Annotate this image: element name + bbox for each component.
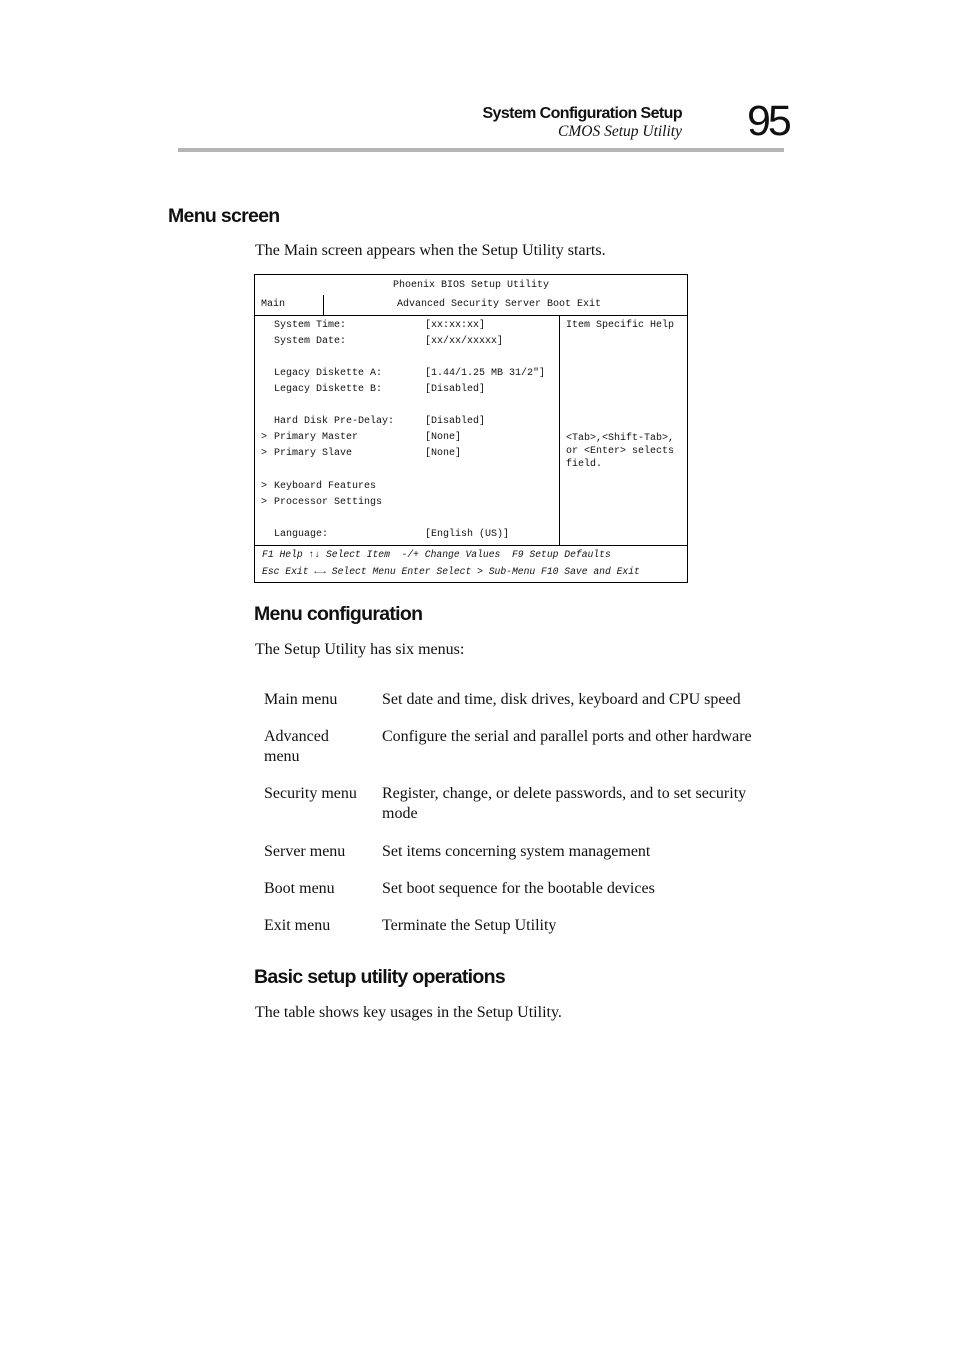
bios-row-label: Hard Disk Pre-Delay: (274, 416, 395, 427)
menu-item-description: Register, change, or delete passwords, and to set security mode (382, 785, 747, 822)
bios-row-marker: > (261, 497, 268, 508)
menu-screen-intro: The Main screen appears when the Setup Utility starts. (255, 242, 606, 259)
menu-screen-heading: Menu screen (168, 205, 280, 227)
menu-item-description: Terminate the Setup Utility (382, 917, 557, 934)
menu-item-description: Set boot sequence for the bootable devices (382, 880, 655, 897)
bios-row-value: [xx/xx/xxxxx] (425, 336, 504, 347)
bios-row-value: [English (US)] (425, 529, 510, 540)
bios-row-value: [1.44/1.25 MB 31/2"] (425, 368, 546, 379)
bios-row-marker: > (261, 448, 268, 459)
bios-row-label: Keyboard Features (274, 481, 377, 492)
bios-row-value: [Disabled] (425, 384, 486, 395)
bios-screen (254, 274, 688, 583)
bios-row-value: [None] (425, 432, 462, 443)
bios-help-line: <Tab>,<Shift-Tab>, (566, 433, 675, 444)
bios-title: Phoenix BIOS Setup Utility (392, 280, 550, 291)
running-header-subtitle: CMOS Setup Utility (558, 123, 682, 140)
menu-item-description: Set date and time, disk drives, keyboard and CPU speed (382, 691, 741, 708)
menu-configuration-intro: The Setup Utility has six menus: (255, 641, 465, 658)
bios-row-value: [Disabled] (425, 416, 486, 427)
bios-row-label: System Date: (274, 336, 347, 347)
bios-tab-main: Main (261, 299, 286, 310)
bios-tab-separator (323, 295, 324, 315)
menu-item-label: Boot menu (264, 880, 335, 897)
bios-help-line: or <Enter> selects (566, 446, 675, 457)
menu-item-label: Server menu (264, 843, 346, 860)
bios-row-label: Legacy Diskette B: (274, 384, 383, 395)
bios-footer-line1: F1 Help ↑↓ Select Item -/+ Change Values F9 Setup Defaults (262, 549, 611, 560)
bios-divider-top (255, 315, 687, 316)
bios-help-line: field. (566, 459, 603, 470)
menu-item-label: Security menu (264, 785, 357, 802)
bios-row-marker: > (261, 432, 268, 443)
bios-row-label: System Time: (274, 320, 347, 331)
running-header-title: System Configuration Setup (482, 105, 682, 122)
bios-row-value: [xx:xx:xx] (425, 320, 486, 331)
bios-divider-bottom (255, 545, 687, 546)
basic-operations-heading: Basic setup utility operations (254, 966, 505, 988)
page-number: 95 (747, 97, 789, 145)
bios-footer-line2: Esc Exit ←→ Select Menu Enter Select > Sub-Menu F10 Save and Exit (262, 566, 640, 577)
basic-operations-intro: The table shows key usages in the Setup Utility. (255, 1004, 562, 1021)
bios-tabs-other: Advanced Security Server Boot Exit (397, 299, 602, 310)
bios-help-separator (559, 316, 560, 545)
bios-row-label: Processor Settings (274, 497, 383, 508)
menu-item-description: Configure the serial and parallel ports and other hardware (382, 728, 752, 745)
bios-help-title: Item Specific Help (566, 320, 675, 331)
bios-row-label: Primary Master (274, 432, 359, 443)
bios-row-marker: > (261, 481, 268, 492)
bios-row-label: Primary Slave (274, 448, 353, 459)
menu-item-label: Exit menu (264, 917, 331, 934)
menu-item-label: Main menu (264, 691, 338, 708)
menu-item-label: Advanced menu (264, 728, 329, 765)
header-rule (178, 148, 784, 152)
bios-row-value: [None] (425, 448, 462, 459)
bios-row-label: Legacy Diskette A: (274, 368, 383, 379)
bios-row-label: Language: (274, 529, 329, 540)
menu-configuration-heading: Menu configuration (254, 603, 423, 625)
menu-item-description: Set items concerning system management (382, 843, 651, 860)
